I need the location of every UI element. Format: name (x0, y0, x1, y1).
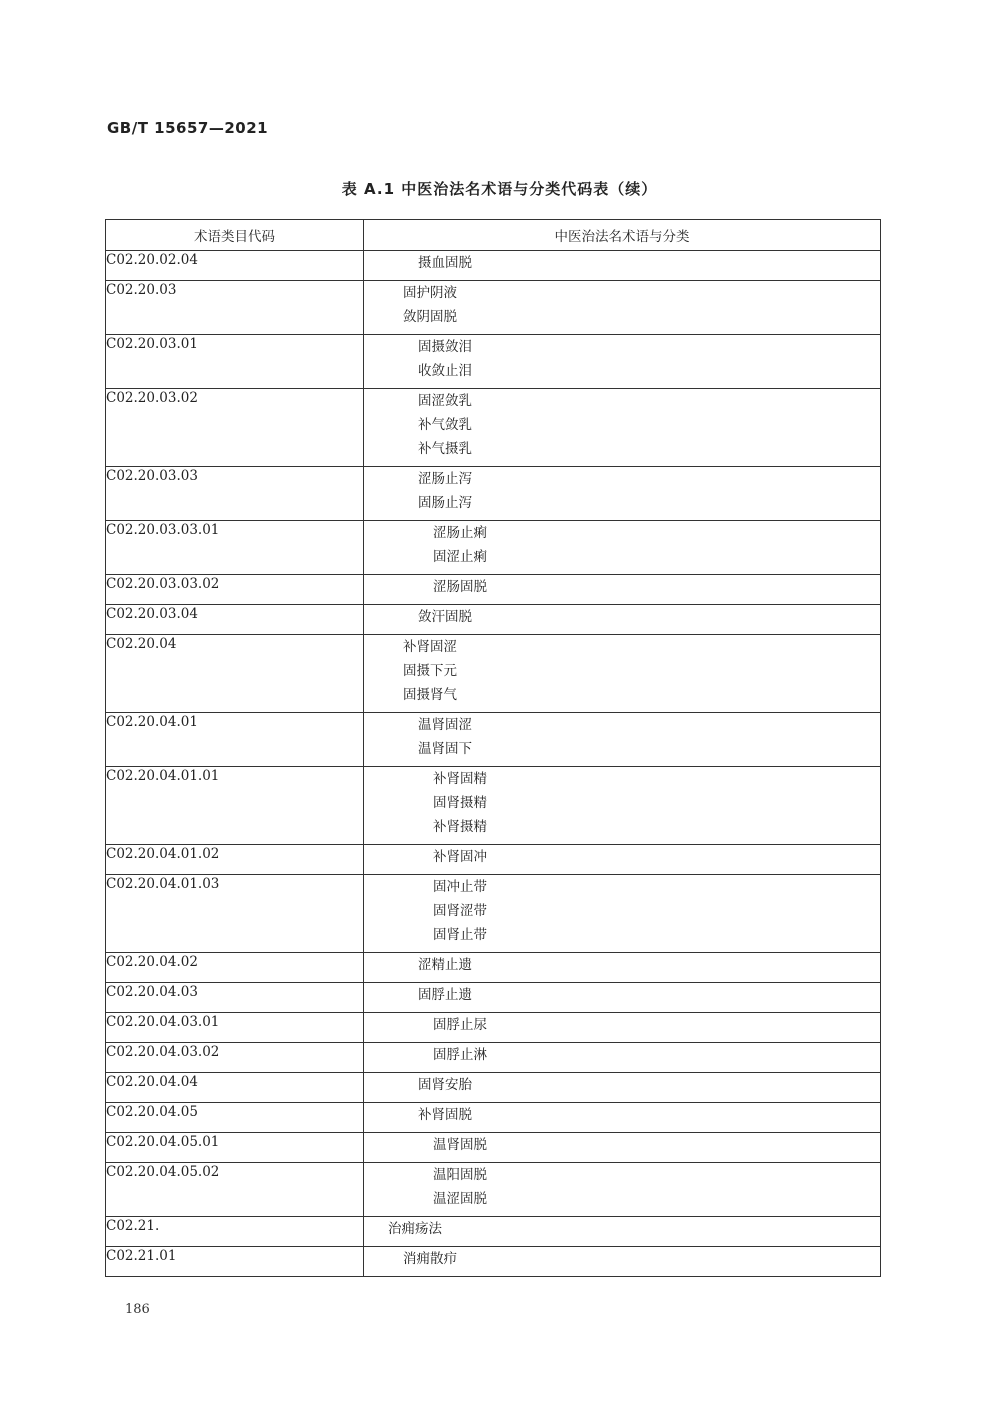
row-terms (364, 1247, 881, 1277)
row-terms (364, 467, 881, 521)
term: 涩肠止痢 (433, 525, 487, 541)
row-terms (364, 875, 881, 953)
term: 补气敛乳 (418, 417, 472, 433)
term: 敛阴固脱 (403, 309, 457, 325)
table-row (106, 389, 881, 467)
table-row (106, 251, 881, 281)
row-terms (364, 389, 881, 467)
row-code: C02.21. (106, 1217, 364, 1247)
term: 温涩固脱 (433, 1191, 487, 1207)
row-code: C02.20.04.05.01 (106, 1133, 364, 1163)
term: 摄血固脱 (418, 255, 472, 271)
table-row (106, 281, 881, 335)
term: 敛汗固脱 (418, 609, 472, 625)
table-row (106, 521, 881, 575)
term: 温阳固脱 (433, 1167, 487, 1183)
table-row (106, 767, 881, 845)
row-terms (364, 1103, 881, 1133)
term: 温肾固下 (418, 741, 472, 757)
table-row (106, 1103, 881, 1133)
table-row (106, 1133, 881, 1163)
table-row (106, 1013, 881, 1043)
term: 固冲止带 (433, 879, 487, 895)
term: 补肾摄精 (433, 819, 487, 835)
term: 固肾摄精 (433, 795, 487, 811)
table-row (106, 467, 881, 521)
term: 消痈散疖 (403, 1251, 457, 1267)
row-code: C02.20.03.01 (106, 335, 364, 389)
term: 涩肠固脱 (433, 579, 487, 595)
table-row (106, 1043, 881, 1073)
row-terms (364, 1073, 881, 1103)
term: 固脬止尿 (433, 1017, 487, 1033)
header-terms: 中医治法名术语与分类 (364, 220, 881, 251)
term: 温肾固涩 (418, 717, 472, 733)
standard-code: GB/T 15657—2021 (107, 119, 269, 137)
table-row (106, 1163, 881, 1217)
row-code: C02.20.03.03.01 (106, 521, 364, 575)
row-code: C02.20.04 (106, 635, 364, 713)
table-row (106, 713, 881, 767)
table-row (106, 335, 881, 389)
row-terms (364, 1163, 881, 1217)
row-code: C02.20.04.03.01 (106, 1013, 364, 1043)
row-terms (364, 335, 881, 389)
term: 涩肠止泻 (418, 471, 472, 487)
terminology-table (105, 219, 881, 1277)
table-row (106, 575, 881, 605)
term: 固肾止带 (433, 927, 487, 943)
row-code: C02.20.03.03 (106, 467, 364, 521)
term: 固涩止痢 (433, 549, 487, 565)
row-terms (364, 251, 881, 281)
row-code: C02.20.04.03 (106, 983, 364, 1013)
row-terms (364, 983, 881, 1013)
row-code: C02.20.04.05.02 (106, 1163, 364, 1217)
row-code: C02.20.03.04 (106, 605, 364, 635)
table-row (106, 635, 881, 713)
term: 补肾固冲 (433, 849, 487, 865)
term: 固肾安胎 (418, 1077, 472, 1093)
term: 治痈疡法 (388, 1221, 442, 1237)
row-terms (364, 713, 881, 767)
row-code: C02.20.03 (106, 281, 364, 335)
table-row (106, 983, 881, 1013)
row-terms (364, 635, 881, 713)
row-code: C02.20.03.03.02 (106, 575, 364, 605)
row-terms (364, 845, 881, 875)
term: 收敛止泪 (418, 363, 472, 379)
row-code: C02.20.04.05 (106, 1103, 364, 1133)
row-code: C02.20.04.01 (106, 713, 364, 767)
row-terms (364, 1043, 881, 1073)
term: 补肾固涩 (403, 639, 457, 655)
row-terms (364, 605, 881, 635)
row-terms (364, 575, 881, 605)
row-code: C02.20.02.04 (106, 251, 364, 281)
table-row (106, 845, 881, 875)
page-number: 186 (125, 1302, 150, 1317)
row-terms (364, 521, 881, 575)
term: 固脬止遗 (418, 987, 472, 1003)
row-terms (364, 1133, 881, 1163)
row-code: C02.20.04.01.01 (106, 767, 364, 845)
term: 补肾固精 (433, 771, 487, 787)
row-terms (364, 953, 881, 983)
row-code: C02.20.04.04 (106, 1073, 364, 1103)
row-code: C02.20.04.01.02 (106, 845, 364, 875)
table-row (106, 1247, 881, 1277)
table-title: 表 A.1 中医治法名术语与分类代码表（续） (341, 180, 658, 198)
table-row (106, 1073, 881, 1103)
term: 温肾固脱 (433, 1137, 487, 1153)
term: 涩精止遗 (418, 957, 472, 973)
table-header-row (106, 220, 881, 251)
term: 固摄下元 (403, 663, 457, 679)
row-terms (364, 1217, 881, 1247)
term: 固摄肾气 (403, 687, 457, 703)
row-terms (364, 1013, 881, 1043)
row-code: C02.20.04.01.03 (106, 875, 364, 953)
table-body (106, 251, 881, 1277)
term: 固肾涩带 (433, 903, 487, 919)
term: 固摄敛泪 (418, 339, 472, 355)
term: 固涩敛乳 (418, 393, 472, 409)
row-code: C02.20.04.03.02 (106, 1043, 364, 1073)
table-row (106, 605, 881, 635)
table-row (106, 1217, 881, 1247)
table-row (106, 875, 881, 953)
row-terms (364, 767, 881, 845)
header-code: 术语类目代码 (106, 220, 364, 251)
term: 固脬止淋 (433, 1047, 487, 1063)
term: 固护阴液 (403, 285, 457, 301)
term: 补肾固脱 (418, 1107, 472, 1123)
term: 固肠止泻 (418, 495, 472, 511)
row-code: C02.21.01 (106, 1247, 364, 1277)
row-terms (364, 281, 881, 335)
table-row (106, 953, 881, 983)
term: 补气摄乳 (418, 441, 472, 457)
row-code: C02.20.04.02 (106, 953, 364, 983)
row-code: C02.20.03.02 (106, 389, 364, 467)
